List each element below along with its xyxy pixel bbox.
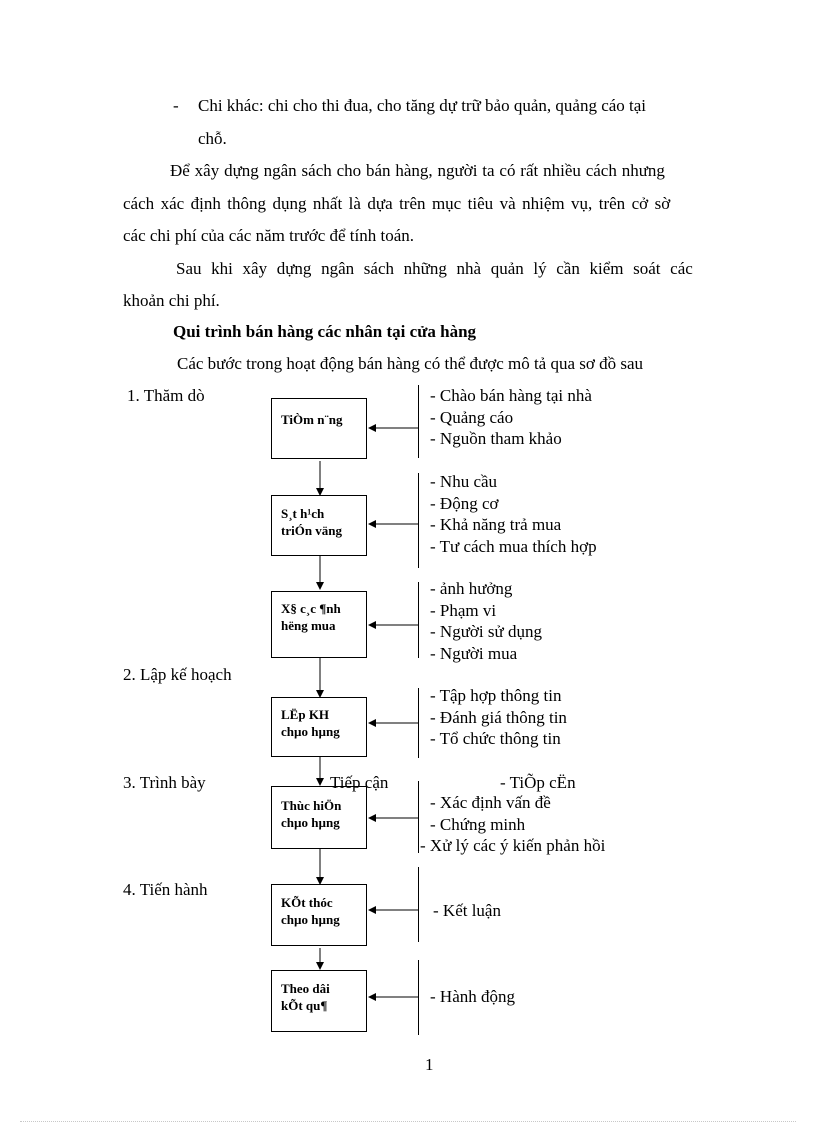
list-item: - Đánh giá thông tin [430,707,567,727]
side-list-5 [430,792,551,835]
bullet-line-2: chỗ. [198,129,227,148]
list-item: - Khả năng trả mua [430,515,562,534]
stage-2-label: 2. Lập kế hoạch [123,665,232,684]
bracket-line-3 [418,582,419,658]
para1-line-1: Để xây dựng ngân sách cho bán hàng, người ta có rất nhiều cách nhưng [170,161,665,180]
side-list-5-last: - Xử lý các ý kiến phản hồi [420,836,606,855]
bracket-line-5 [418,781,419,853]
side-list-2 [430,471,597,557]
list-item: - Tổ chức thông tin [430,729,561,748]
para1-line-3: các chi phí của các năm trước để tính toán. [123,226,415,245]
flow-box-label: TiÒm n¨ng [281,412,343,427]
flow-box-buying-influence [271,591,367,658]
flow-box-label: S¸t h¹ch triÓn väng [281,506,343,538]
para2-line-1: Sau khi xây dựng ngân sách những nhà quản lý cần kiểm soát các [176,259,693,278]
para2-line-2: khoản chi phí. [123,291,220,310]
approach-label-garbled: - TiÕp cËn [500,773,576,792]
bracket-line-1 [418,385,419,458]
bracket-line-4 [418,688,419,758]
list-item: - Quảng cáo [430,407,514,427]
list-item: - Nhu cầu [430,472,498,491]
side-list-4 [430,685,567,750]
list-item: - Phạm vi [430,600,497,620]
list-item: - Hành động [430,987,515,1006]
list-item: - Tập hợp thông tin [430,686,562,705]
bracket-line-2 [418,473,419,568]
bullet-dash: - [173,96,179,115]
flow-box-follow-up [271,970,367,1032]
flow-box-prospecting [271,398,367,459]
list-item: - ảnh hưởng [430,579,513,598]
list-item: - Tư cách mua thích hợp [430,536,597,556]
flow-box-plan [271,697,367,757]
list-item: - Chứng minh [430,814,526,834]
bracket-line-6 [418,867,419,942]
side-list-6 [433,900,501,922]
side-list-1 [430,385,592,450]
flow-box-label: Thùc hiÖn chµo hµng [281,798,342,830]
page-edge-divider [20,1121,796,1122]
list-item: - Chào bán hàng tại nhà [430,386,592,405]
page-number: 1 [425,1055,434,1074]
list-item: - Xác định vấn đề [430,793,551,812]
list-item: - Kết luận [433,901,501,920]
list-item: - Động cơ [430,493,499,513]
flow-box-close [271,884,367,946]
bracket-line-7 [418,960,419,1035]
flow-box-label: LËp KH chµo hµng [281,707,340,739]
flow-box-label: Theo dâi kÕt qu¶ [281,981,330,1013]
para1-line-2: cách xác định thông dụng nhất là dựa trên mục tiêu và nhiệm vụ, trên cở sờ [123,194,671,213]
flow-box-presentation [271,786,367,849]
approach-label: Tiếp cận [330,773,389,792]
stage-4-label: 4. Tiến hành [123,880,208,899]
flow-box-label: X§ c¸c ¶nh hëng mua [281,601,341,633]
bullet-line-1 [198,96,728,116]
flow-box-qualifying [271,495,367,556]
diagram-intro: Các bước trong hoạt động bán hàng có thể được mô tả qua sơ đồ sau [177,354,644,373]
side-list-3 [430,578,542,664]
list-item: - Nguồn tham khảo [430,429,562,448]
stage-3-label: 3. Trình bày [123,773,206,792]
bullet-text: Chi khác: chi cho thi đua, cho tăng dự trữ bảo quản, quảng cáo tại [198,96,647,115]
list-item: - Người sử dụng [430,622,542,641]
section-heading: Qui trình bán hàng các nhân tại cửa hàng [173,322,477,341]
stage-1-label: 1. Thăm dò [127,386,205,405]
side-list-7 [430,986,515,1008]
flow-box-label: KÕt thóc chµo hµng [281,895,340,927]
list-item: - Người mua [430,643,518,663]
